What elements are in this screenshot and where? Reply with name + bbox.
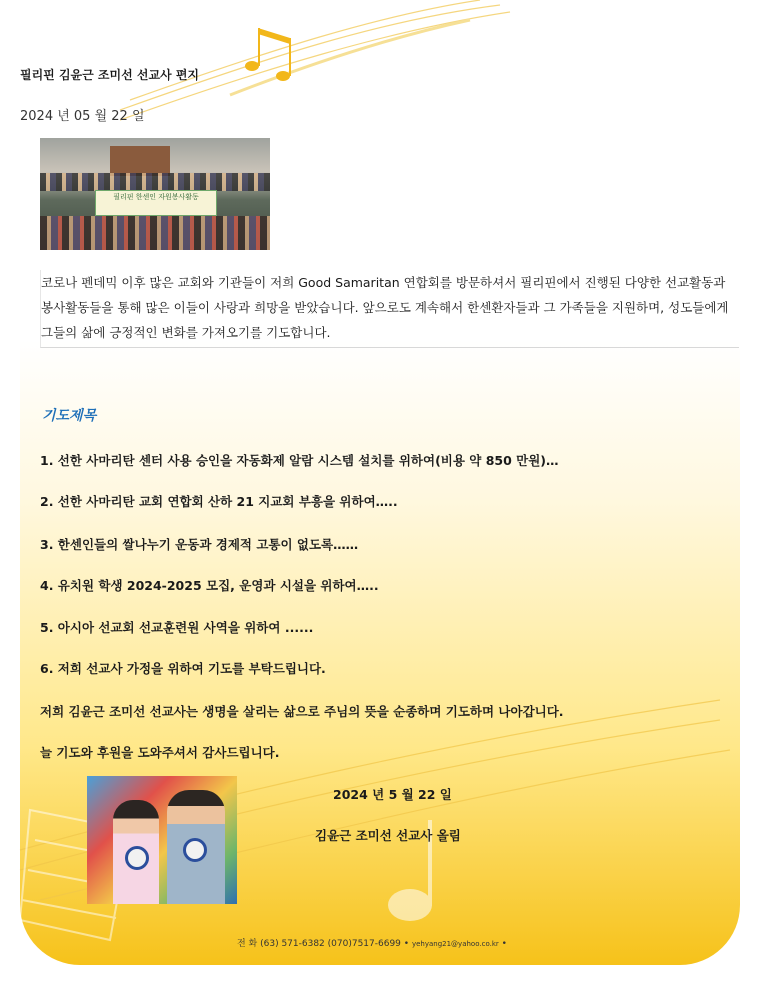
signature-date: 2024 년 5 월 22 일: [333, 787, 452, 802]
footer-phone: 전 화 (63) 571-6382 (070)7517-6699: [237, 939, 401, 949]
intro-paragraph: 코로나 펜데믹 이후 많은 교회와 기관들이 저희 Good Samaritan 연합회를 방문하셔서 필리핀에서 진행된 다양한 선교활동과 봉사활동들을 통해 많은 이들이 사랑과 희망을 받았습니다. 앞으로도 계속해서 한센환자들과 그 가족들을 지원하며, 성도들에게그들의 삶에 긍정적인 변화를 가져오기를 기도합니다.: [40, 270, 739, 348]
footer-email: yehyang21@yahoo.co.kr: [411, 940, 499, 948]
bullet-icon: •: [501, 939, 507, 949]
thanks-line: 늘 기도와 후원을 도와주셔서 감사드립니다.: [40, 745, 280, 760]
prayer-item: 3. 한센인들의 쌀나누기 운동과 경제적 고통이 없도록……: [40, 537, 359, 552]
prayer-item: 5. 아시아 선교회 선교훈련원 사역을 위하여 ......: [40, 620, 314, 635]
prayer-item: 6. 저희 선교사 가정을 위하여 기도를 부탁드립니다.: [40, 661, 326, 676]
prayer-item: 4. 유치원 학생 2024-2025 모집, 운영과 시설을 위하여…..: [40, 578, 379, 593]
missionary-couple-photo: [87, 776, 237, 904]
bullet-icon: •: [403, 939, 412, 949]
letter-date: 2024 년 05 월 22 일: [20, 109, 145, 124]
footer-contact: [237, 936, 507, 949]
prayer-heading: 기도제목: [42, 408, 97, 424]
closing-line: 저희 김윤근 조미선 선교사는 생명을 살리는 삶으로 주님의 뜻을 순종하며 기도하며 나아갑니다.: [40, 704, 564, 719]
signature-name: 김윤근 조미선 선교사 올림: [315, 828, 461, 843]
letter-title: 필리핀 김윤근 조미선 선교사 편지: [20, 68, 200, 82]
group-photo: [40, 138, 270, 250]
prayer-item: 1. 선한 사마리탄 센터 사용 승인을 자동화제 알람 시스템 설치를 위하여(비용 약 850 만원)…: [40, 453, 559, 468]
photo-banner: 필리핀 한센인 자원봉사활동: [95, 190, 217, 216]
prayer-item: 2. 선한 사마리탄 교회 연합회 산하 21 지교회 부흥을 위하여…..: [40, 494, 398, 509]
